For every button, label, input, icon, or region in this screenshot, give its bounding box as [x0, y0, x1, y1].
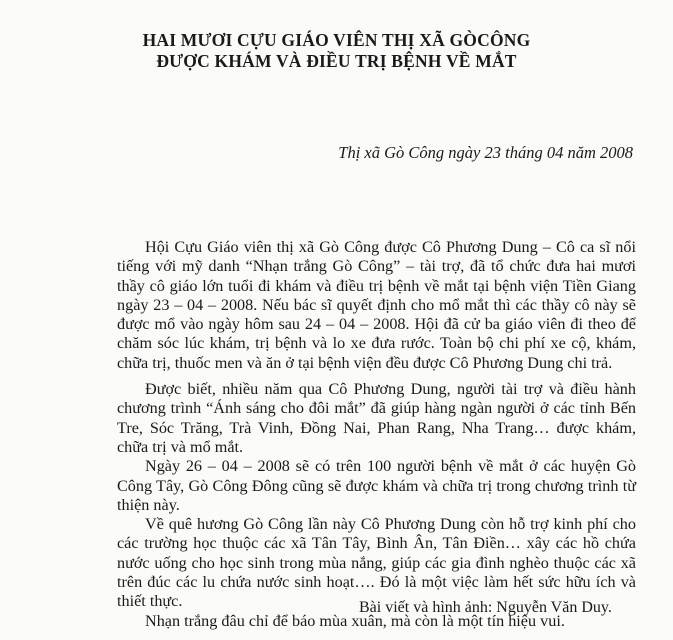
- paragraph-1: Hội Cựu Giáo viên thị xã Gò Công được Cô Phương Dung – Cô ca sĩ nổi tiếng với mỹ danh “Nhạn trắng Gò Công” – tài trợ, đã tổ chức đưa hai mươi thầy cô giáo lớn tuổi đi khám và điều trị bệnh về mắt tại bệnh viện Tiền Giang ngày 23 – 04 – 2008. Nếu bác sĩ quyết định cho mổ mắt thì các thầy cô này sẽ được mổ vào ngày hôm sau 24 – 04 – 2008. Hội đã cử ba giáo viên đi theo để chăm sóc lúc khám, trị bệnh và lo xe đưa rước. Toàn bộ chi phí xe cộ, khám, chữa trị, thuốc men và ăn ở tại bệnh viện đều được Cô Phương Dung chi trả.: [117, 238, 636, 372]
- article-title-line-2: ĐƯỢC KHÁM VÀ ĐIỀU TRỊ BỆNH VỀ MẮT: [156, 51, 517, 71]
- article-title-line-1: HAI MƯƠI CỰU GIÁO VIÊN THỊ XÃ GÒCÔNG: [142, 30, 531, 50]
- dateline: Thị xã Gò Công ngày 23 tháng 04 năm 2008: [338, 143, 633, 162]
- paragraph-3: Ngày 26 – 04 – 2008 sẽ có trên 100 người bệnh về mắt ở các huyện Gò Công Tây, Gò Công Đông cũng sẽ được khám và chữa trị trong chương trình từ thiện này.: [117, 457, 636, 514]
- paragraph-4: Về quê hương Gò Công lần này Cô Phương Dung còn hỗ trợ kinh phí cho các trường học thuộc các xã Tân Tây, Bình Ân, Tân Điền… xây các hồ chứa nước uống cho học sinh trong mùa nắng, giúp các gia đình nghèo thuộc các xã trên đúc các lu chứa nước sinh hoạt…. Đó là một việc làm hết sức hữu ích và thiết thực.: [117, 515, 636, 611]
- paragraph-2: Được biết, nhiều năm qua Cô Phương Dung, người tài trợ và điều hành chương trình “Ánh sáng cho đôi mắt” đã giúp hàng ngàn người ở các tỉnh Bến Tre, Sóc Trăng, Trà Vinh, Đồng Nai, Phan Rang, Nha Trang… được khám, chữa trị và mổ mắt.: [117, 380, 636, 456]
- author-signature: Bài viết và hình ảnh: Nguyễn Văn Duy.: [359, 599, 612, 616]
- paragraph-5: Nhạn trắng đâu chỉ để báo mùa xuân, mà còn là một tín hiệu vui.: [145, 611, 565, 630]
- article-body: [117, 238, 636, 631]
